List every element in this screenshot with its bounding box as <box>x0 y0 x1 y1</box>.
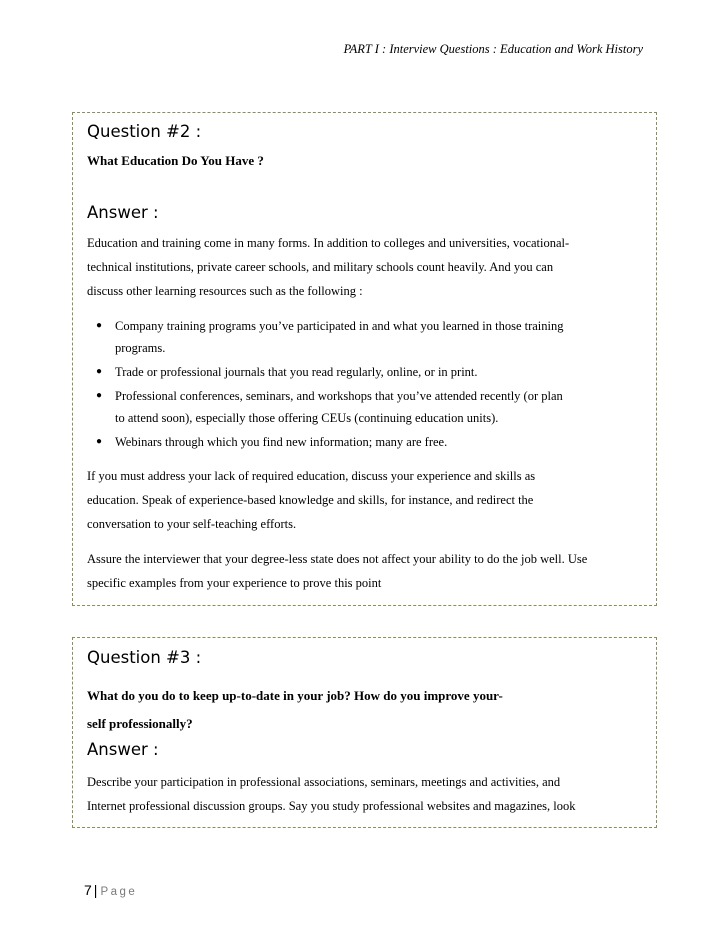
question-2-heading: Question #2 : <box>87 122 202 141</box>
text-line: self professionally? <box>87 716 193 731</box>
list-item <box>73 315 643 359</box>
question-3-text <box>87 682 647 738</box>
answer-2-paragraph-2 <box>87 464 647 536</box>
text-line: technical institutions, private career schools, and military schools count heavily. And you can <box>87 260 554 274</box>
text-line: Education and training come in many forms. In addition to colleges and universities, vocational- <box>87 236 570 250</box>
bullet-icon: ● <box>96 436 103 447</box>
text-line: Assure the interviewer that your degree-less state does not affect your ability to do the job well. Use <box>87 552 588 566</box>
answer-2-paragraph-1 <box>87 231 647 303</box>
answer-3-paragraph-1 <box>87 770 647 818</box>
text-line: programs. <box>115 341 166 355</box>
text-line: discuss other learning resources such as the following : <box>87 284 363 298</box>
list-item <box>73 431 643 453</box>
page-label: Page <box>100 886 138 898</box>
bullet-icon: ● <box>96 366 103 377</box>
footer-separator: | <box>93 882 98 898</box>
learning-resources-list <box>73 315 643 453</box>
text-line: Describe your participation in professional associations, seminars, meetings and activities, and <box>87 775 561 789</box>
list-item <box>73 385 643 429</box>
text-line: What do you do to keep up-to-date in your job? How do you improve your- <box>87 688 503 703</box>
text-line: Trade or professional journals that you read regularly, online, or in print. <box>115 365 478 379</box>
text-line: education. Speak of experience-based knowledge and skills, for instance, and redirect the <box>87 493 534 507</box>
bullet-icon: ● <box>96 390 103 401</box>
text-line: Company training programs you’ve participated in and what you learned in those training <box>115 319 564 333</box>
list-item <box>73 361 643 383</box>
text-line: Webinars through which you find new information; many are free. <box>115 435 448 449</box>
question-2-text: What Education Do You Have ? <box>87 153 264 168</box>
answer-2-paragraph-3 <box>87 547 652 595</box>
running-header: PART I : Interview Questions : Education and Work History <box>343 42 643 56</box>
bullet-icon: ● <box>96 320 103 331</box>
page-footer <box>84 882 137 898</box>
text-line: Professional conferences, seminars, and workshops that you’ve attended recently (or plan <box>115 389 563 403</box>
question-2-box <box>72 112 657 606</box>
text-line: If you must address your lack of required education, discuss your experience and skills as <box>87 469 536 483</box>
text-line: to attend soon), especially those offering CEUs (continuing education units). <box>115 411 499 425</box>
question-3-box <box>72 637 657 828</box>
text-line: specific examples from your experience to prove this point <box>87 576 382 590</box>
page-number: 7 <box>84 882 92 898</box>
answer-2-heading: Answer : <box>87 203 159 222</box>
question-3-heading: Question #3 : <box>87 648 202 667</box>
answer-3-heading: Answer : <box>87 740 159 759</box>
text-line: conversation to your self-teaching efforts. <box>87 517 297 531</box>
text-line: Internet professional discussion groups. Say you study professional websites and magazines, look <box>87 799 576 813</box>
